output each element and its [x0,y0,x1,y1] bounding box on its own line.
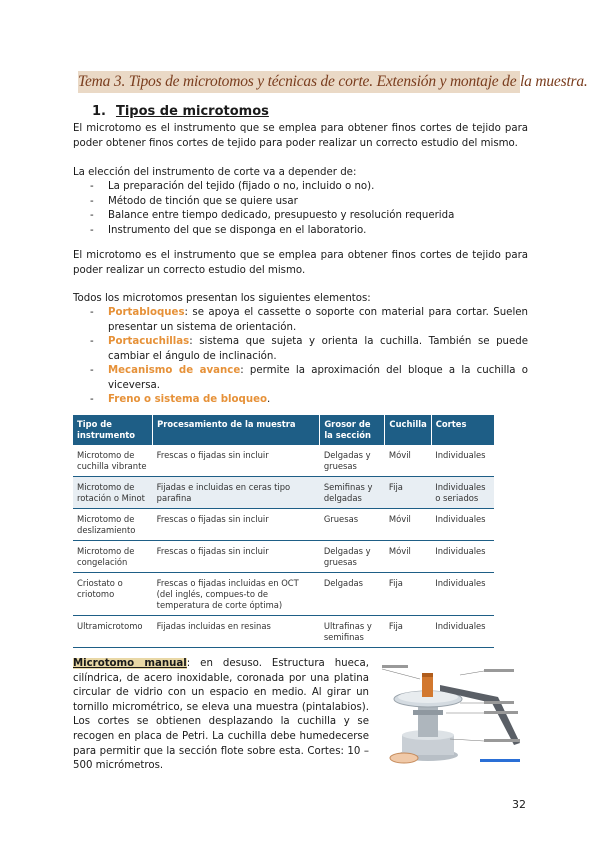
table-cell: Microtomo de rotación o Minot [73,477,153,509]
table-cell: Individuales [431,541,494,573]
list-item [90,364,528,393]
manual-microtome-term: Microtomo manual [73,658,187,669]
table-cell: Delgadas [320,573,385,616]
column-header: Tipo de instrumento [73,415,153,445]
term-description: : sistema que sujeta y orienta la cuchilla. También se puede cambiar el ángulo de inclinación. [108,336,528,362]
table-cell: Individuales [431,445,494,477]
section-number: 1. [92,104,106,119]
table-cell: Fija [385,477,431,509]
table-cell: Individuales [431,616,494,648]
term-freno: Freno o sistema de bloqueo [108,394,268,405]
table-cell: Frescas o fijadas sin incluir [153,509,320,541]
table-cell: Microtomo de congelación [73,541,153,573]
list-item [90,335,528,364]
term-portacuchillas: Portacuchillas [108,336,190,347]
table-row [73,477,494,509]
manual-microtome-paragraph [73,657,369,774]
paragraph-intro: El microtomo es el instrumento que se emplea para obtener finos cortes de tejido para poder obtener finos cortes de tejido para poder realizar un correcto estudio del mismo. [73,123,528,149]
table-cell: Criostato o criotomo [73,573,153,616]
table-cell: Fija [385,616,431,648]
microtome-drawing [380,655,528,767]
paragraph-elements: Todos los microtomos presentan los siguientes elementos: [73,293,371,304]
table-row [73,509,494,541]
table-cell: Individuales [431,573,494,616]
table-cell: Individuales [431,509,494,541]
table-cell: Ultramicrotomo [73,616,153,648]
table-cell: Móvil [385,509,431,541]
list-item [90,393,528,408]
table-cell: Fija [385,573,431,616]
paragraph-definition: El microtomo es el instrumento que se emplea para obtener finos cortes de tejido para poder realizar un correcto estudio del mismo. [73,250,528,276]
elements-list [90,306,528,408]
term-mecanismo-avance: Mecanismo de avance [108,365,241,376]
table-cell: Móvil [385,541,431,573]
document-title-banner [78,71,588,93]
list-item: - Método de tinción que se quiere usar [90,195,528,210]
table-cell: Fijadas incluidas en resinas [153,616,320,648]
table-cell: Microtomo de cuchilla vibrante [73,445,153,477]
table-cell: Móvil [385,445,431,477]
list-item: - La preparación del tejido (fijado o no, incluido o no). [90,180,528,195]
list-item: - Instrumento del que se disponga en el laboratorio. [90,224,528,239]
table-row [73,616,494,648]
table-cell: Delgadas y gruesas [320,541,385,573]
column-header: Grosor de la sección [320,415,385,445]
manual-microtome-illustration [380,655,528,767]
microtome-table [73,415,494,648]
document-title: Tema 3. Tipos de microtomos y técnicas de corte. Extensión y montaje de la muestra. [78,73,588,90]
table-header-row [73,415,494,445]
term-description: : permite la aproximación del bloque a la cuchilla o viceversa. [108,365,528,391]
column-header: Cortes [431,415,494,445]
table-cell: Ultrafinas y semifinas [320,616,385,648]
table-row [73,573,494,616]
manual-microtome-text: : en desuso. Estructura hueca, cilíndrica, de acero inoxidable, coronada por una platina circular de vidrio con un espacio en medio. Al girar un tornillo micrométrico, se eleva una muestra (pintalabios). Los cortes se obtienen desplazando la cuchilla y se recogen en placa de Petri. La cuchilla debe humedecerse para permitir que la sección flote sobre esta. Cortes: 10 – 500 micrómetros. [73,658,369,772]
term-description: . [267,394,271,405]
section-title: Tipos de microtomos [115,104,269,119]
list-item [90,306,528,335]
table-cell: Frescas o fijadas incluidas en OCT (del inglés, compues-to de temperatura de corte óptima) [153,573,320,616]
table-cell: Fijadas e incluidas en ceras tipo parafina [153,477,320,509]
table-cell: Frescas o fijadas sin incluir [153,541,320,573]
column-header: Procesamiento de la muestra [153,415,320,445]
column-header: Cuchilla [385,415,431,445]
list-item: - Balance entre tiempo dedicado, presupuesto y resolución requerida [90,209,528,224]
term-description: : se apoya el cassette o soporte con material para cortar. Suelen presentar un sistema de orientación. [108,307,528,333]
table-cell: Gruesas [320,509,385,541]
table-cell: Individuales o seriados [431,477,494,509]
table-cell: Delgadas y gruesas [320,445,385,477]
paragraph-election: La elección del instrumento de corte va a depender de: [73,167,357,178]
term-portabloques: Portabloques [108,307,185,318]
table-cell: Microtomo de deslizamiento [73,509,153,541]
table-row [73,541,494,573]
table-cell: Frescas o fijadas sin incluir [153,445,320,477]
section-heading [92,104,269,119]
table-row [73,445,494,477]
table-cell: Semifinas y delgadas [320,477,385,509]
page-number: 32 [512,798,526,811]
criteria-list [90,180,528,238]
